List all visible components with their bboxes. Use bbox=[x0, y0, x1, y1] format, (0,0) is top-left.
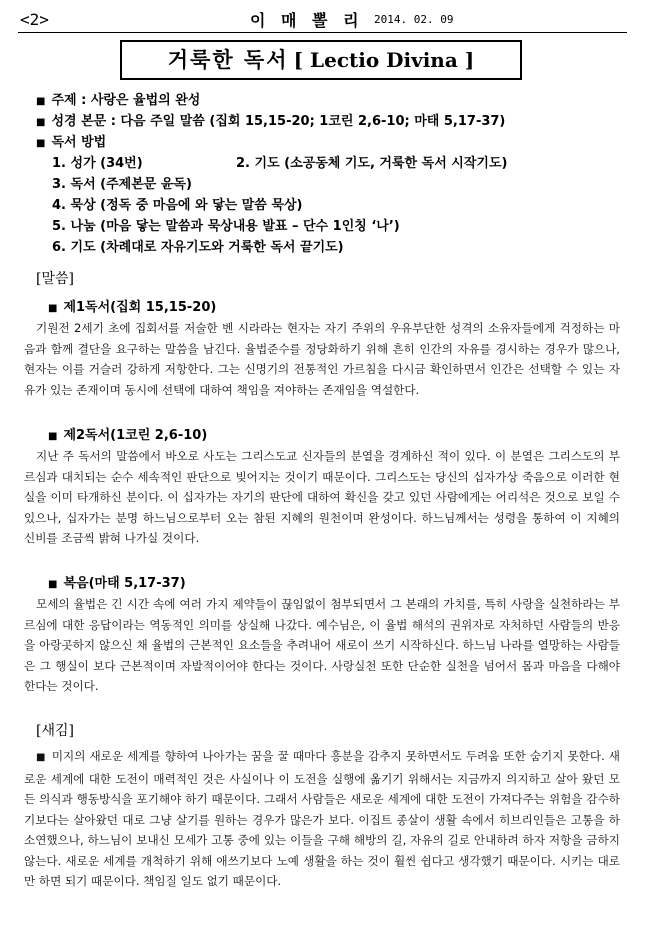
title-latin: Lectio Divina bbox=[310, 48, 458, 72]
square-bullet-icon: ■ bbox=[48, 303, 58, 314]
step-5: 5. 나눔 (마음 닿는 말씀과 묵상내용 발표 – 단수 1인칭 ‘나’) bbox=[52, 219, 400, 234]
square-bullet-icon: ■ bbox=[48, 579, 58, 590]
steps-row-1 bbox=[36, 153, 626, 174]
gospel-heading bbox=[48, 572, 186, 591]
square-bullet-icon: ■ bbox=[36, 752, 46, 763]
info-block bbox=[36, 90, 626, 258]
square-bullet-icon: ■ bbox=[36, 96, 46, 107]
reflection-paragraph bbox=[24, 746, 620, 892]
newsletter-name: 이 매 뽈 리 bbox=[250, 11, 364, 30]
title-latin-bracket-open: [ bbox=[293, 48, 311, 72]
step-3: 3. 독서 (주제본문 윤독) bbox=[52, 177, 192, 192]
scripture-line bbox=[36, 111, 626, 132]
method-line bbox=[36, 132, 626, 153]
reading-2-heading bbox=[48, 424, 207, 443]
reflection-section-label: [새김] bbox=[36, 723, 74, 739]
page-number: <2> bbox=[20, 10, 49, 29]
reading-1-heading bbox=[48, 296, 216, 315]
step-6: 6. 기도 (차례대로 자유기도와 거룩한 독서 끝기도) bbox=[52, 240, 344, 255]
reflection-text: 미지의 새로운 세계를 향하여 나아가는 꿈을 꿀 때마다 흥분을 감추지 못하면서도 두려움 또한 숨기지 못한다. 새로운 세계에 대한 도전이 매력적인 것은 사실이나 이 도전을 실행에 옮기기 위해서는 지금까지 의지하고 살아 왔던 모든 의식과 행동방식을 포기해야 하기 때문이다. 그래서 사람들은 새로운 세계에 대한 도전이 가져다주는 위험을 감수하기보다는 살아왔던 대로 그냥 살기를 원하는 경우가 많은가 보다. 이집트 종살이 생활 속에서 히브리인들은 고통을 하소연했으나, 하느님이 보내신 모세가 고통 중에 있는 이들을 구해 해방의 길, 자유의 길로 안내하려 하자 저항을 금하지 않는다. 새로운 세계를 개척하기 위해 애쓰기보다 노예 생활을 하는 것이 훨씬 쉽다고 생각했기 때문이다. 시키는 대로만 하면 되기 때문이다. 책임질 일도 없기 때문이다. bbox=[24, 749, 621, 888]
theme-text: 주제 : 사랑은 율법의 완성 bbox=[51, 93, 201, 108]
word-section-label: [말씀] bbox=[36, 271, 74, 287]
gospel-text: 모세의 율법은 긴 시간 속에 여러 가지 제약들이 끊임없이 첨부되면서 그 본래의 가치를, 특히 사랑을 실천하라는 부르심에 대한 응답이라는 역동적인 의미를 상실해 나갔다. 예수님은, 이 율법 해석의 권위자로 자처하던 사람들의 반응을 아랑곳하지 않으신 채 율법의 근본적인 요소들을 추려내어 새로이 쓰기 시작하신다. 하느님 나라를 열망하는 사람들은 그 행실이 보다 근본적이며 자발적이어야 한다는 것이다. 사랑실천 또한 단순한 실천을 넘어서 몸과 마음을 다해야 한다는 것이다. bbox=[24, 597, 620, 693]
page-header bbox=[18, 8, 627, 33]
scripture-text: 성경 본문 : 다음 주일 말씀 (집회 15,15-20; 1코린 2,6-10; 마태 5,17-37) bbox=[51, 114, 506, 129]
method-text: 독서 방법 bbox=[51, 135, 107, 150]
gospel-heading-text: 복음(마태 5,17-37) bbox=[63, 576, 186, 591]
title-korean: 거룩한 독서 bbox=[167, 48, 289, 72]
step-4: 4. 묵상 (정독 중 마음에 와 닿는 말씀 묵상) bbox=[52, 198, 303, 213]
square-bullet-icon: ■ bbox=[36, 138, 46, 149]
reading-1-text: 기원전 2세기 초에 집회서를 저술한 벤 시라라는 현자는 자기 주위의 우유부단한 성격의 소유자들에게 걱정하는 마음과 함께 결단을 요구하는 말씀을 남긴다. 율법준수를 정당화하기 위해 흔히 인간의 자유를 경시하는 경우가 많으나, 현자는 이를 거슬러 강하게 저항한다. 그는 신명기의 전통적인 가르침을 다시금 확인하면서 인간은 선택할 수 있는 자유가 있는 존재이며 동시에 선택에 대하여 책임을 져야하는 존재임을 역설한다. bbox=[24, 321, 620, 397]
step-1: 1. 성가 (34번) bbox=[52, 156, 143, 171]
title-box bbox=[120, 40, 522, 80]
issue-date: 2014. 02. 09 bbox=[374, 13, 454, 26]
theme-line bbox=[36, 90, 626, 111]
step-2: 2. 기도 (소공동체 기도, 거룩한 독서 시작기도) bbox=[236, 156, 508, 171]
reading-2-text: 지난 주 독서의 말씀에서 바오로 사도는 그리스도교 신자들의 분열을 경계하신 적이 있다. 이 분열은 그리스도의 부르심과 대치되는 순수 세속적인 판단으로 빚어지는 것이기 때문이다. 그리스도는 당신의 십자가상 죽음으로 이러한 현실을 이미 타개하신 분이다. 이 십자가는 자기의 판단에 대하여 확신을 갖고 있던 사람에게는 어리석은 것으로 보일 수 있으나, 십자가는 분명 하느님으로부터 오는 참된 지혜의 원천이며 완성이다. 하느님께서는 성령을 통하여 이 지혜의 신비를 조금씩 밝혀 나가실 것이다. bbox=[24, 449, 620, 545]
title-latin-bracket-close: ] bbox=[457, 48, 475, 72]
square-bullet-icon: ■ bbox=[48, 431, 58, 442]
reading-1-heading-text: 제1독서(집회 15,15-20) bbox=[63, 300, 217, 315]
reading-2-heading-text: 제2독서(1코린 2,6-10) bbox=[63, 428, 208, 443]
square-bullet-icon: ■ bbox=[36, 117, 46, 128]
